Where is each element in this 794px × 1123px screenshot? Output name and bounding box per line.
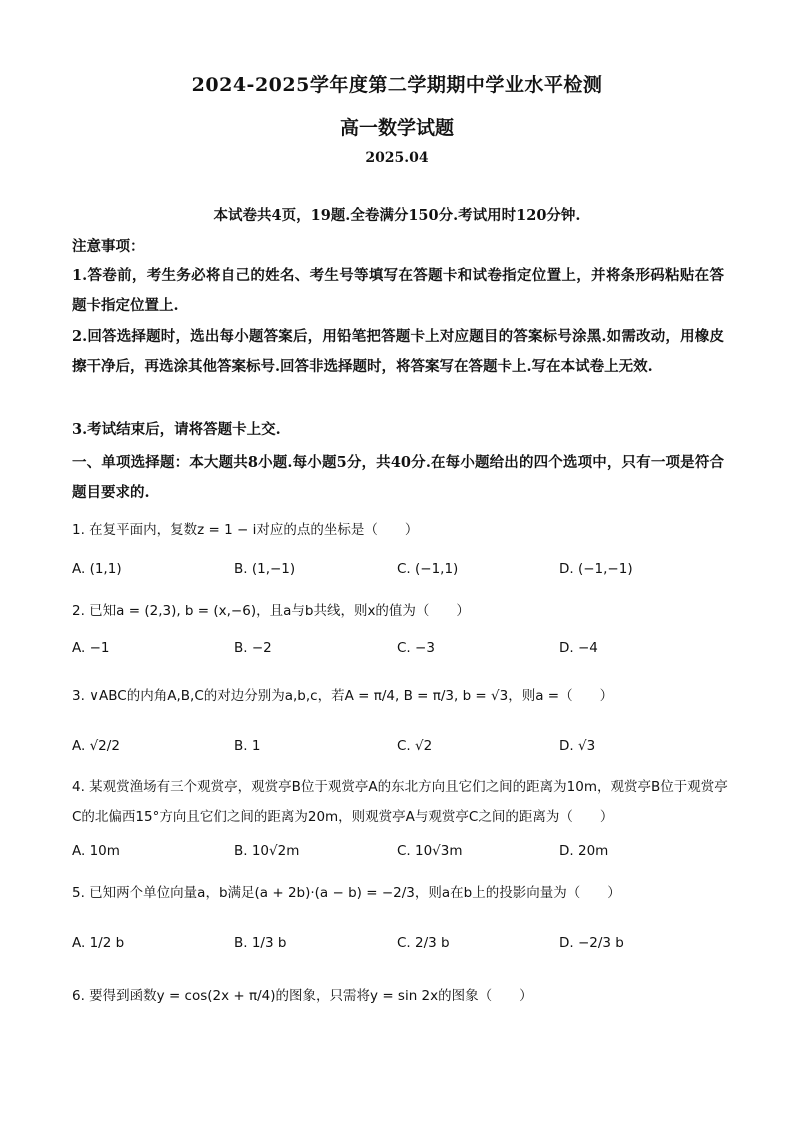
notice-item-3: 3.考试结束后，请将答题卡上交.: [72, 421, 281, 438]
exam-title: 2024-2025学年度第二学期期中学业水平检测: [191, 74, 603, 96]
q5-option-c: C. 2/3 b: [397, 935, 450, 951]
q5-option-d: D. −2/3 b: [559, 935, 624, 951]
q2-option-a: A. −1: [72, 640, 110, 656]
q4-option-b: B. 10√2m: [234, 843, 300, 859]
q2-option-b: B. −2: [234, 640, 272, 656]
question-4-stem: 4. 某观赏渔场有三个观赏亭，观赏亭B位于观赏亭A的东北方向且它们之间的距离为10m，观赏亭B位于观赏亭C的北偏西15°方向且它们之间的距离为20m，则观赏亭A与观赏亭C之间的距离为（ ）: [72, 779, 728, 825]
q5-option-a: A. 1/2 b: [72, 935, 125, 951]
q2-option-d: D. −4: [559, 640, 598, 656]
q3-option-c: C. √2: [397, 738, 433, 754]
q3-option-a: A. √2/2: [72, 738, 120, 754]
exam-intro: 本试卷共4页，19题.全卷满分150分.考试用时120分钟.: [213, 207, 581, 224]
exam-subtitle: 高一数学试题: [339, 117, 454, 139]
q4-option-d: D. 20m: [559, 843, 609, 859]
q2-option-c: C. −3: [397, 640, 435, 656]
q1-option-a: A. (1,1): [72, 561, 122, 577]
q3-option-d: D. √3: [559, 738, 596, 754]
section-heading: 一、单项选择题：本大题共8小题.每小题5分，共40分.在每小题给出的四个选项中，只有一项是符合题目要求的.: [72, 454, 724, 501]
q1-option-c: C. (−1,1): [397, 561, 459, 577]
question-6-stem: 6. 要得到函数y = cos(2x + π/4)的图象，只需将y = sin 2x的图象（ ）: [72, 988, 533, 1004]
question-3-stem: 3. ∨ABC的内角A,B,C的对边分别为a,b,c，若A = π/4, B = π/3, b = √3，则a =（ ）: [72, 688, 614, 704]
exam-date: 2025.04: [365, 150, 429, 166]
question-5-stem: 5. 已知两个单位向量a，b满足(a + 2b)·(a − b) = −2/3，则a在b上的投影向量为（ ）: [72, 885, 621, 901]
q3-option-b: B. 1: [234, 738, 261, 754]
notice-item-2: 2.回答选择题时，选出每小题答案后，用铅笔把答题卡上对应题目的答案标号涂黑.如需改动，用橡皮擦干净后，再选涂其他答案标号.回答非选择题时，将答案写在答题卡上.写在本试卷上无效.: [72, 328, 724, 375]
question-2-stem: 2. 已知a = (2,3), b = (x,−6)，且a与b共线，则x的值为（ ）: [72, 603, 470, 619]
question-1-stem: 1. 在复平面内，复数z = 1 − i对应的点的坐标是（ ）: [72, 522, 419, 538]
q5-option-b: B. 1/3 b: [234, 935, 287, 951]
q4-option-a: A. 10m: [72, 843, 120, 859]
q4-option-c: C. 10√3m: [397, 843, 463, 859]
notice-heading: 注意事项：: [72, 238, 145, 255]
notice-item-1: 1.答卷前，考生务必将自己的姓名、考生号等填写在答题卡和试卷指定位置上，并将条形码粘贴在答题卡指定位置上.: [72, 267, 724, 314]
q1-option-d: D. (−1,−1): [559, 561, 633, 577]
q1-option-b: B. (1,−1): [234, 561, 296, 577]
